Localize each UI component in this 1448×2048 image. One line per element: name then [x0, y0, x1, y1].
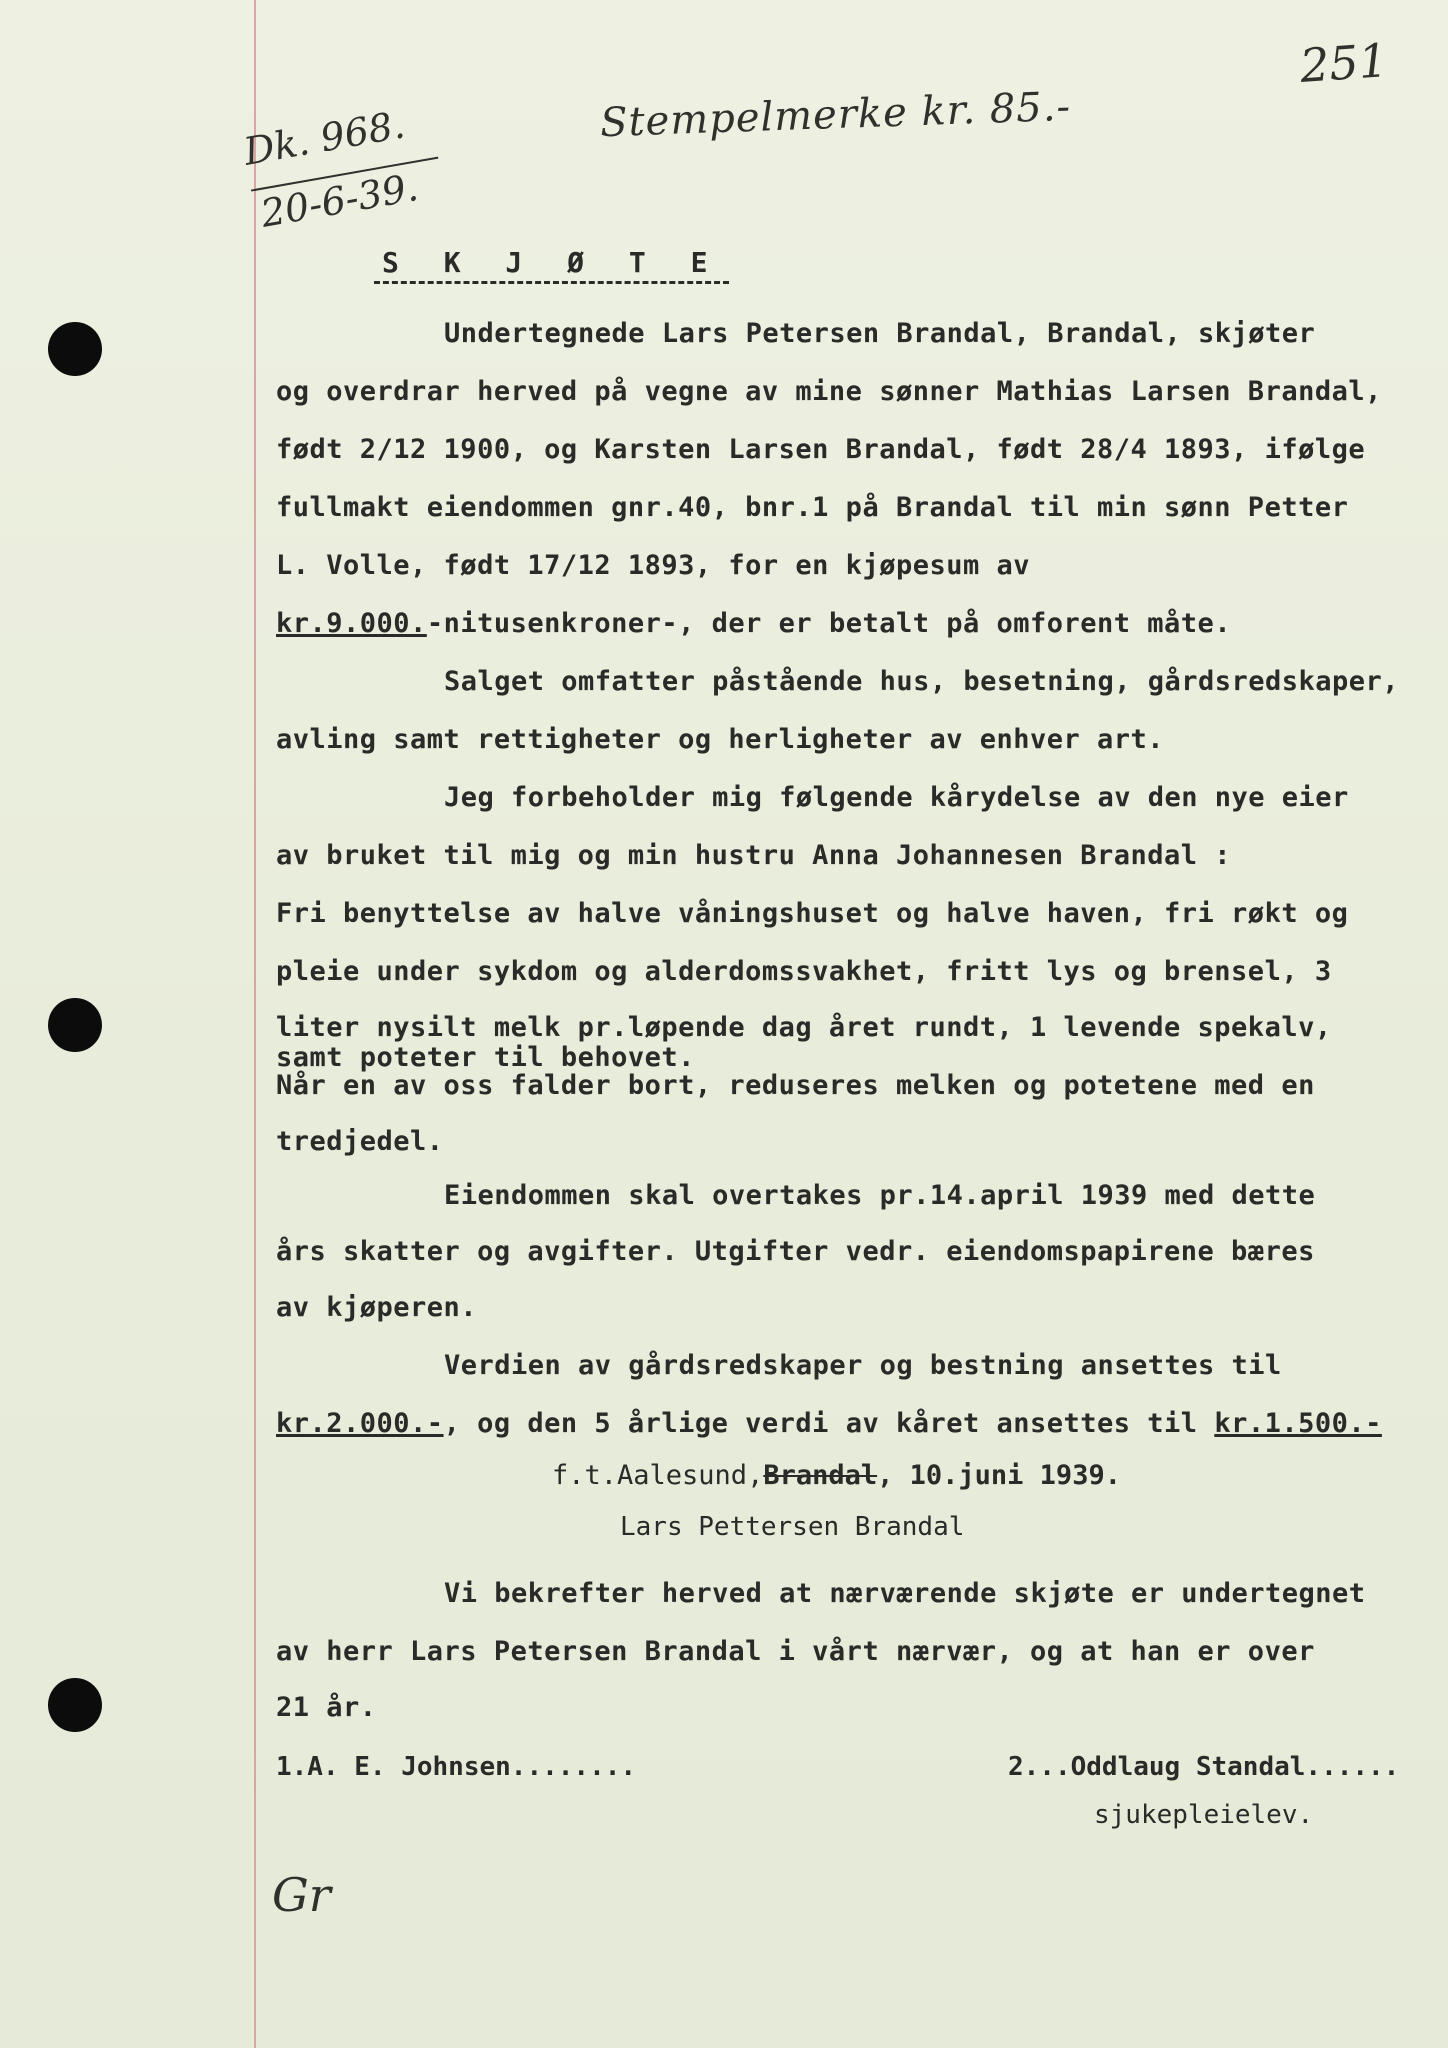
body-line: års skatter og avgifter. Utgifter vedr. eiendomspapirene bæres [276, 1236, 1315, 1267]
valuation-text: , og den 5 årlige verdi av kåret ansettes til [443, 1408, 1198, 1439]
body-line: Når en av oss falder bort, reduseres melken og potetene med en [276, 1070, 1315, 1101]
body-line: samt poteter til behovet. [276, 1042, 695, 1073]
purchase-price-line [276, 608, 1231, 639]
body-line: Fri benyttelse av halve våningshuset og halve haven, fri røkt og [276, 898, 1349, 929]
margin-rule [254, 0, 256, 2048]
attestation-line: Vi bekrefter herved at nærværende skjøte er undertegnet [444, 1578, 1366, 1609]
signing-date: , 10.juni 1939. [877, 1460, 1121, 1491]
place-prefix: f.t.Aalesund, [552, 1460, 764, 1491]
valuation-line [276, 1408, 1382, 1439]
body-line: Undertegnede Lars Petersen Brandal, Brandal, skjøter [444, 318, 1316, 349]
punch-hole [48, 998, 102, 1052]
punch-hole [48, 322, 102, 376]
place-date-line [552, 1460, 1121, 1491]
annual-value: kr.1.500.- [1214, 1408, 1382, 1439]
registration-number: Dk. 968. [240, 102, 408, 174]
signer-name: Lars Pettersen Brandal [620, 1512, 965, 1542]
body-line: L. Volle, født 17/12 1893, for en kjøpesum av [276, 550, 1030, 581]
body-line: tredjedel. [276, 1126, 444, 1157]
registration-date: 20-6-39. [257, 164, 422, 236]
attestation-line: av herr Lars Petersen Brandal i vårt nærvær, og at han er over [276, 1636, 1315, 1667]
attestation-line: 21 år. [276, 1692, 377, 1723]
body-line: pleie under sykdom og alderdomssvakhet, fritt lys og brensel, 3 [276, 956, 1332, 987]
body-line: Jeg forbeholder mig følgende kårydelse av den nye eier [444, 782, 1349, 813]
stamp-duty-note: Stempelmerke kr. 85.- [599, 83, 1072, 147]
struck-place: Brandal [763, 1460, 878, 1491]
body-line: Verdien av gårdsredskaper og bestning ansettes til [444, 1350, 1282, 1381]
body-line: Eiendommen skal overtakes pr.14.april 1939 med dette [444, 1180, 1316, 1211]
body-line: liter nysilt melk pr.løpende dag året rundt, 1 levende spekalv, [276, 1012, 1332, 1043]
equipment-value: kr.2.000.- [276, 1408, 444, 1439]
body-line: Salget omfatter påstående hus, besetning, gårdsredskaper, [444, 666, 1400, 697]
body-line: født 2/12 1900, og Karsten Larsen Brandal, født 28/4 1893, ifølge [276, 434, 1366, 465]
document-title: S K J Ø T E [374, 246, 729, 284]
punch-hole [48, 1678, 102, 1732]
witness-2-title: sjukepleielev. [1094, 1800, 1314, 1830]
clerk-initials: Gr [272, 1868, 331, 1922]
body-line: av bruket til mig og min hustru Anna Johannesen Brandal : [276, 840, 1232, 871]
body-line: av kjøperen. [276, 1292, 478, 1323]
page-number: 251 [1298, 33, 1390, 93]
witness-2: 2...Oddlaug Standal...... [1008, 1752, 1400, 1782]
body-line: fullmakt eiendommen gnr.40, bnr.1 på Brandal til min sønn Petter [276, 492, 1349, 523]
purchase-price-text: -nitusenkroner-, der er betalt på omforent måte. [426, 608, 1232, 639]
witness-1: 1.A. E. Johnsen........ [276, 1752, 637, 1782]
body-line: avling samt rettigheter og herligheter av enhver art. [276, 724, 1165, 755]
body-line: og overdrar herved på vegne av mine sønner Mathias Larsen Brandal, [276, 376, 1382, 407]
purchase-price: kr.9.000. [276, 608, 427, 639]
